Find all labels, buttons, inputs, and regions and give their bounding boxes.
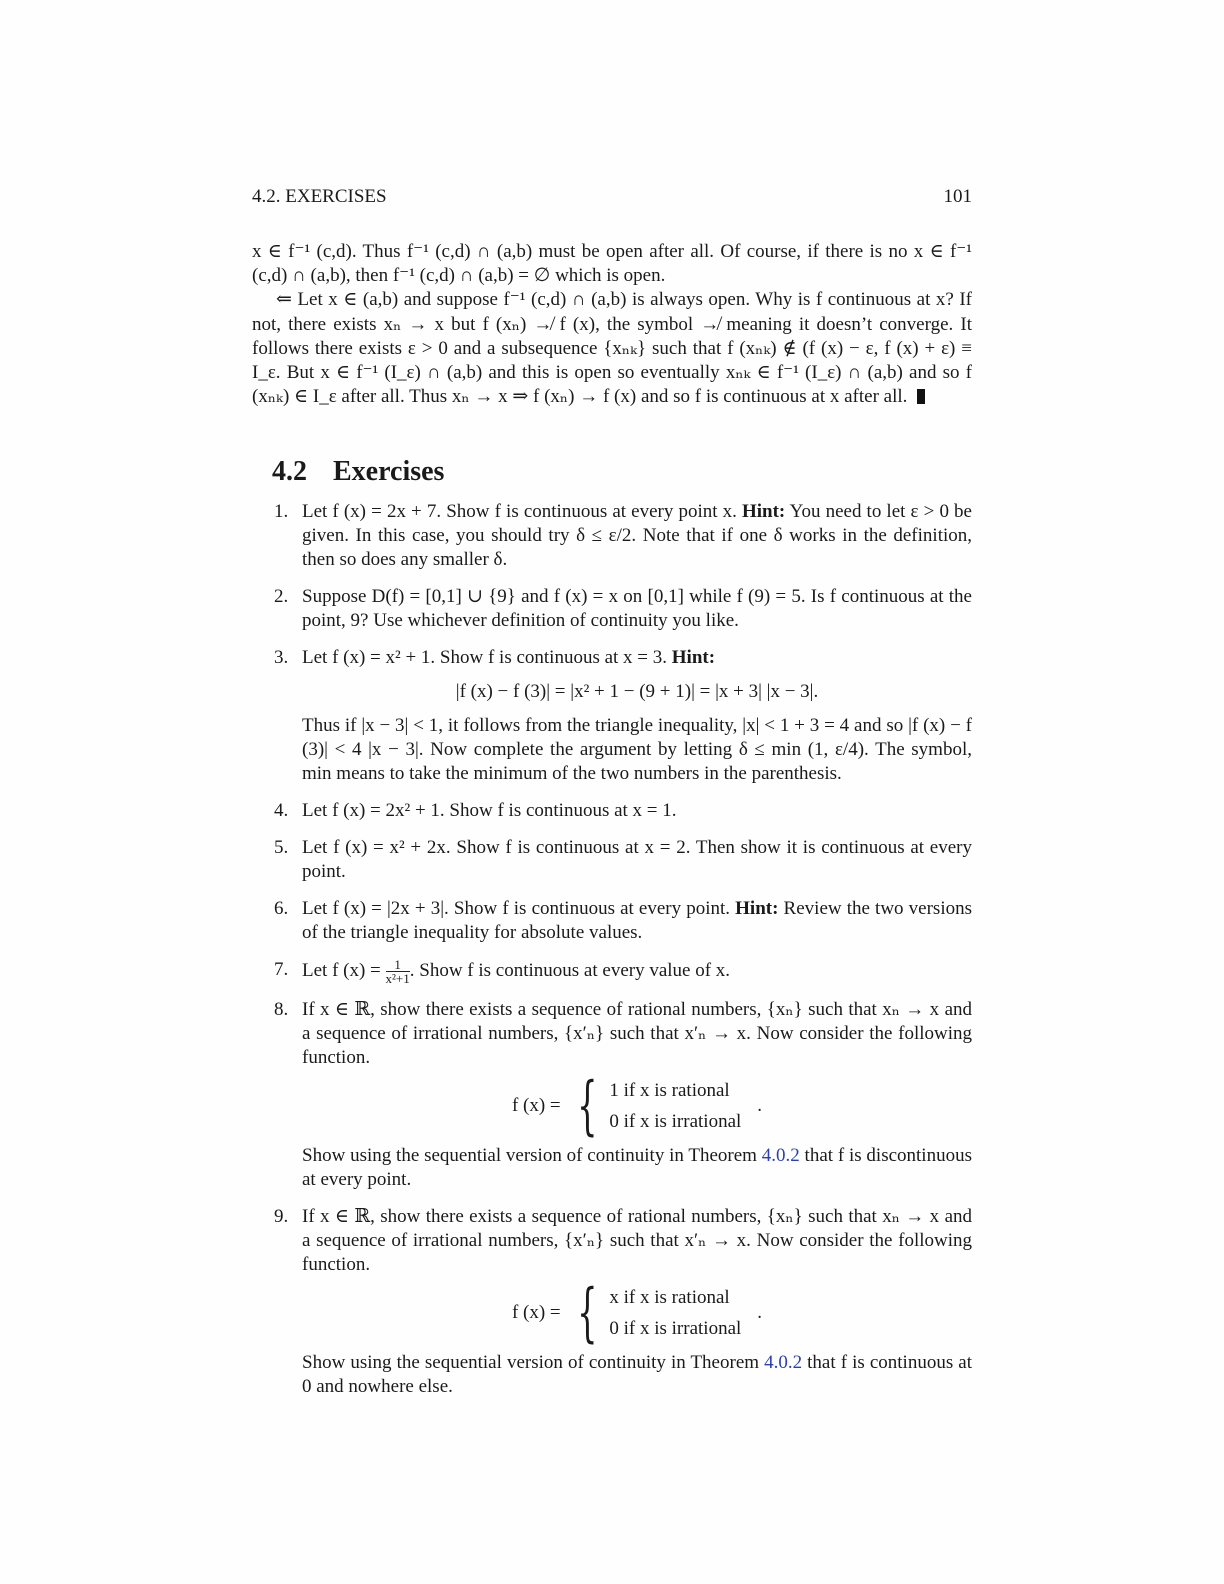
exercise-number: 2. [274,586,289,607]
exercise-text: Let f (x) = 2x² + 1. Show f is continuous at x = 1. [302,800,677,821]
proof-paragraph-2 [252,288,972,409]
exercise-text: Let f (x) = x² + 2x. Show f is continuous at x = 2. Then show it is continuous at every point. [302,837,972,882]
exercise-number: 4. [274,800,289,821]
exercise-text: Thus if |x − 3| < 1, it follows from the triangle inequality, |x| < 1 + 3 = 4 and so |f (x) − f (3)| < 4 |x − 3|. Now complete the argument by letting δ ≤ min (1, ε/4). The symbol, min means to take the minimum of the two numbers in the parenthesis. [302,715,972,784]
exercise-text: If x ∈ ℝ, show there exists a sequence of rational numbers, {xₙ} such that xₙ → x and a sequence of irrational numbers, {x′ₙ} such that x′ₙ → x. Now consider the following function. [302,1206,972,1275]
case-row: 1 if x is rational [609,1080,730,1101]
fraction [386,958,410,985]
exercise-text: Suppose D(f) = [0,1] ∪ {9} and f (x) = x on [0,1] while f (9) = 5. Is f continuous at the point, 9? Use whichever definition of continuity you like. [302,586,972,631]
exercise-text: Let f (x) = x² + 1. Show f is continuous at x = 3. [302,647,672,668]
case-row: 0 if x is irrational [609,1111,742,1132]
exercise-text-part: Show using the sequential version of continuity in Theorem [302,1352,765,1373]
section-title: Exercises [333,456,445,487]
exercise-7 [252,958,972,985]
case-row: 0 if x is irrational [609,1318,742,1339]
exercise-number: 3. [274,647,289,668]
hint-label: Hint: [735,898,779,919]
exercise-text: . Show f is continuous at every value of x. [409,959,731,981]
running-header [252,186,972,208]
piecewise-lhs: f (x) = [511,1095,561,1116]
fraction-denominator: x²+1 [385,971,410,986]
exercise-text: If x ∈ ℝ, show there exists a sequence of rational numbers, {xₙ} such that xₙ → x and a sequence of irrational numbers, {x′ₙ} such that x′ₙ → x. Now consider the following function. [302,999,972,1068]
exercise-1 [252,500,972,572]
hint-label: Hint: [671,647,716,668]
exercise-number: 9. [274,1206,289,1227]
theorem-link[interactable]: 4.0.2 [764,1352,803,1373]
exercise-3 [252,646,972,786]
hint-label: Hint: [741,501,786,522]
exercise-text: Let f (x) = 2x + 7. Show f is continuous at every point x. [302,501,742,522]
page-number: 101 [943,186,972,207]
theorem-link[interactable]: 4.0.2 [761,1145,800,1166]
proof-paragraph-2-text: ⇐ Let x ∈ (a,b) and suppose f⁻¹ (c,d) ∩ (a,b) is always open. Why is f continuous at x? If not, there exists xₙ → x but f (xₙ) ↛ f (x), the symbol ↛ meaning it doesn’t converge. It follows there exists ε > 0 and a subsequence {xₙₖ} such that f (xₙₖ) ∉ (f (x) − ε, f (x) + ε) ≡ I_ε. But x ∈ f⁻¹ (I_ε) ∩ (a,b) and this is open so eventually xₙₖ ∈ f⁻¹ (I_ε) ∩ (a,b) and so f (xₙₖ) ∈ I_ε after all. Thus xₙ → x ⇒ f (xₙ) → f (x) and so f is continuous at x after all. [252,289,972,408]
period: . [757,1302,763,1323]
exercise-4 [252,799,972,823]
qed-box-icon [917,389,925,404]
piecewise-function [302,1069,972,1143]
exercise-text: You need to let ε > 0 be given. In this case, you should try δ ≤ ε/2. Note that if one δ works in the definition, then so does any smaller δ. [302,501,972,570]
fraction-numerator: 1 [386,958,410,972]
exercise-5 [252,836,972,884]
exercise-8 [252,998,972,1192]
exercise-list [252,500,972,1399]
piecewise-cases [609,1075,741,1137]
exercise-text-part: that f is continuous at 0 and nowhere else. [302,1352,972,1397]
exercise-text: Let f (x) = [302,959,386,981]
piecewise-cases [609,1282,741,1344]
left-brace-icon: { [576,1276,598,1350]
proof-text [252,240,972,409]
left-brace-icon: { [576,1069,598,1143]
proof-paragraph-1: x ∈ f⁻¹ (c,d). Thus f⁻¹ (c,d) ∩ (a,b) must be open after all. Of course, if there is no x ∈ f⁻¹ (c,d) ∩ (a,b), then f⁻¹ (c,d) ∩ (a,b) = ∅ which is open. [252,241,972,287]
piecewise-lhs: f (x) = [511,1302,561,1323]
exercise-2 [252,585,972,633]
period: . [757,1095,763,1116]
exercise-number: 1. [274,501,289,522]
exercise-text: Review the two versions of the triangle inequality for absolute values. [302,898,972,943]
exercise-text-part: Show using the sequential version of continuity in Theorem [302,1145,762,1166]
exercise-6 [252,897,972,945]
exercise-text [302,1351,972,1399]
exercise-number: 7. [274,959,289,980]
exercise-9 [252,1205,972,1399]
exercise-text [302,1144,972,1192]
section-number: 4.2 [272,456,307,487]
exercise-text-part: that f is discontinuous at every point. [302,1145,972,1190]
display-equation: |f (x) − f (3)| = |x² + 1 − (9 + 1)| = |x + 3| |x − 3|. [455,681,819,702]
section-header: 4.2. EXERCISES [252,186,387,207]
case-row: x if x is rational [609,1287,730,1308]
section-heading [272,456,444,488]
exercise-number: 6. [274,898,289,919]
exercise-number: 8. [274,999,289,1020]
exercise-text: Let f (x) = |2x + 3|. Show f is continuous at every point. [302,898,736,919]
exercise-number: 5. [274,837,289,858]
piecewise-function [302,1276,972,1350]
